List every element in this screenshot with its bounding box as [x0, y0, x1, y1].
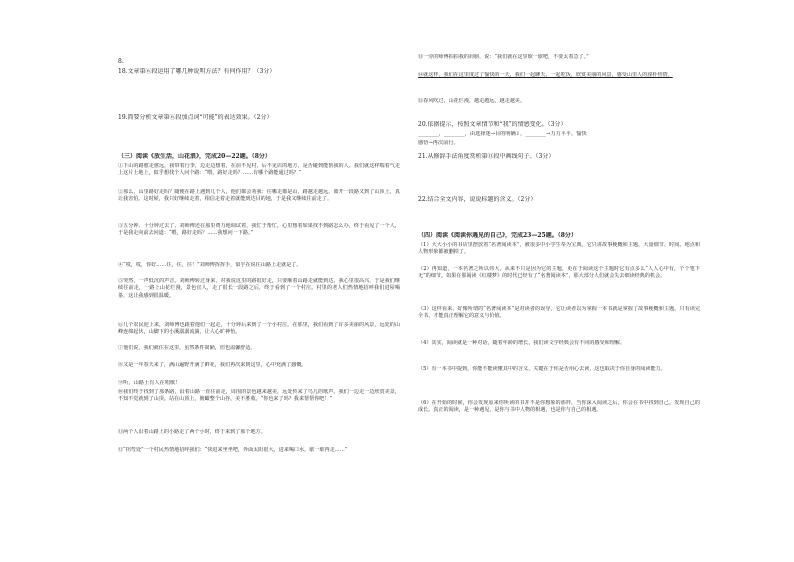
essay-paragraph-4: （4）其实，阅读就是一种对话，随着年龄的增长，我们读文学经典会有不同的感受和理解。	[418, 340, 625, 346]
paragraph-3: ③五分钟、十分钟过去了，刘师傅还在那里费力地调试着。我忙于帮忙，心里想着如果找不到路怎么办，终于看见了一个人，于是我走向前去问道：“喂，路好走吗？……我想问一下路。”	[118, 223, 400, 237]
paragraph-8: ⑧又是一年春天来了，满山遍野开满了鲜花，我们再次来到这里，心中充满了感慨。	[118, 362, 307, 368]
question-18: 18.文章第⑥段运用了哪几种说明方法？有何作用？（3分）	[118, 68, 276, 75]
paragraph-1: ①下山的路愈走愈远，我带着行李，边走边想着，在前不见村，后不见店的地方，是否碰到能帮我的人。我们就这样喘着气走上这片土地上，似乎想找个人问个路：“喂，路好走吗？……有哪个路能通过吗？”	[118, 163, 400, 177]
question-20-answer-line: ________，________，由选择迷→目的明确↓，________→力力平平，愉快	[418, 131, 587, 137]
item-8: 8.	[118, 58, 124, 65]
essay-paragraph-5: （5）有一本书中提到，你能不能读懂其中的含义，关键在于你是否用心去读，这也取决于你自身的阅读能力。	[418, 366, 666, 372]
question-20: 20.依据提示，按照文章情节和“我”的情感变化。（3分）	[418, 121, 567, 128]
paragraph-12: ⑫“拐弯处”一个村民热情地招呼我们：“快进来坐坐吧，外面太阳很大，进来喝口水，歇一歇再走……”	[118, 447, 348, 453]
paragraph-11: ⑪两个人沿着山路上的小路走了两个小时，终于来到了那个地方。	[118, 429, 266, 435]
right-paragraph-15: ⑮春风吹过，山花烂漫，越走越远，越走越美。	[418, 98, 525, 104]
question-22: 22.结合全文内容，说说标题的含义。（2分）	[418, 196, 537, 203]
section-3-title: （三）阅读《放生活，山花浪》，完成20—22题。（8分）	[118, 153, 271, 160]
right-paragraph-14: ⑭就这样，我们在这里度过了愉快的一天，我们一起聊天、一起吃饭，欣赏美丽的风景，感受山里人的淳朴热情。	[418, 72, 673, 78]
paragraph-5: ⑤突然，一声低沉的声音，刘师傅转过身来，对我说这里的路很好走，只要顺着山路走就能到达。我心里很高兴，于是我们继续往前走，一路上山花烂漫，景色宜人，走了很长一段路之后，终于看到了一个村庄。村里的老人们热情地招呼我们进屋喝茶，这让我感到很温暖。	[118, 278, 400, 299]
paragraph-9: ⑨听，山路上有人在唱歌！	[118, 380, 181, 386]
essay-paragraph-6: （6）在开始的时候，你会发现原来你所读的书并不是你想象的那样，当你深入阅读之后，你会在书中找到自己，发现自己的成长。真正的阅读，是一种遇见，是你与书中人物的相遇，也是你与自己的相遇。	[418, 400, 700, 414]
paragraph-7: ⑦他们说，我们就住在这里，虽然条件简陋，但也温馨舒适。	[118, 345, 256, 351]
essay-paragraph-3: （3）这样看来，好像所谓的“名著阅读本”是对读者的误导。它让读者以为掌握一本书就是掌握了故事梗概和主题，只有读完全书，才能真正理解它的意义与价值。	[418, 306, 700, 320]
section-4-title: （四）阅读《阅读你遇见的自己》，完成23—25题。（8分）	[418, 232, 577, 239]
left-column	[118, 0, 400, 562]
question-20-answer-line-2: 感悟→再次前行。	[418, 140, 459, 146]
essay-paragraph-1: （1）大大小小的书店里摆放着“名著阅读本”，被很多中小学生奉为宝典。它只讲故事梗概和主题，大量细节、时间、地点和人物形象都被删掉了。	[418, 242, 700, 256]
question-21: 21.从修辞手法角度赏析第⑪段中画线句子。（3分）	[418, 153, 555, 160]
right-paragraph-13: ⑬一旁的师傅拍拍我的肩膀，说：“我们就在这里歇一歇吧，不要太着急了。”	[418, 54, 589, 60]
paragraph-4: ④“哎，哎，你好……往，往，往！”刘师傅挥挥手，似乎在说往山路上走就是了。	[118, 262, 302, 268]
essay-paragraph-2: （2）再知道，一本名著之所以伟大，从来不只是因为它的主题，更在于阅读这个主题时它有点多么“人人心中有，个个笔下无”的细节。如果在那阅读《红楼梦》的时代已经有了“名著阅读本”，那大部分人们就会失去细读经典的机会。	[418, 266, 700, 280]
paragraph-2: ②那么，山里路好走吗？随便在路上遇到几个人，他们都会劝我：往哪走都是山，路越走越远，离开一段路又到了山顶上，真让我害怕。这时候，我只好继续走着，相信走着走着就能到达目的地，于是我又继续往前走了。	[118, 189, 400, 203]
paragraph-6: ⑥几个农民迎上来，刘师傅也跟着他们一起走，十分钟后来到了一个小村庄。在那里，我们看到了许多美丽的风景，远处的山峰连绵起伏，山脚下的小溪潺潺流淌，让人心旷神怡。	[118, 322, 400, 336]
question-19: 19.简要分析文章第⑥段加点词“可能”的表达效果。（2分）	[118, 114, 273, 121]
paragraph-10: ⑩我们终于找到了那条路，沿着山路一直往前走，周围的景色越来越美，远处传来了鸟儿的歌声。我们一边走一边欣赏美景，不知不觉就到了山顶。站在山顶上，俯瞰整个山谷，美不胜收。“你也来了吗？我来帮帮你吧！”	[118, 389, 400, 403]
right-column	[418, 0, 700, 562]
